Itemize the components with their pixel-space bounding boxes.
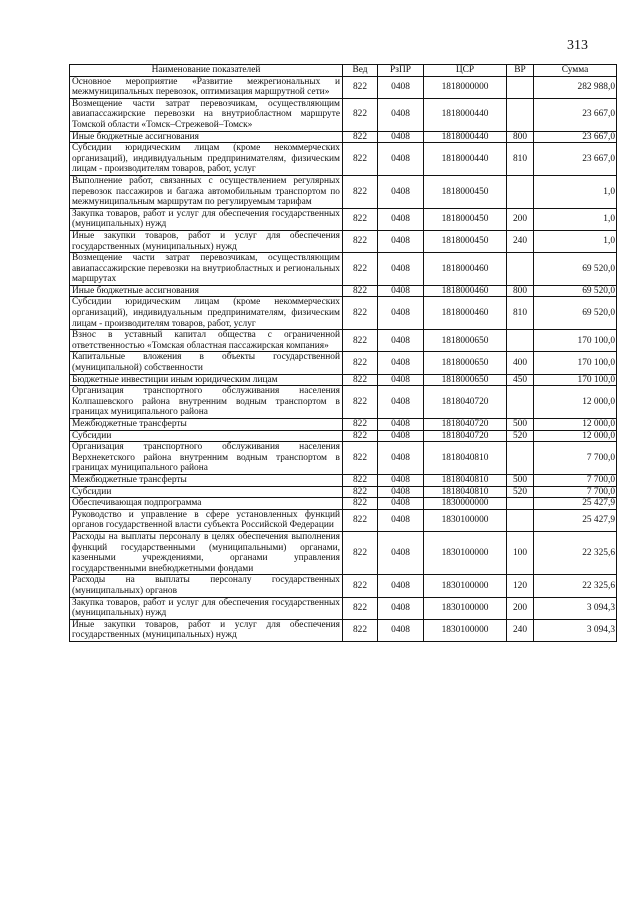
cell-vr: 500 — [507, 474, 534, 486]
cell-rz: 0408 — [378, 419, 424, 431]
cell-sum: 1,0 — [534, 208, 617, 230]
cell-vr: 500 — [507, 419, 534, 431]
cell-sum: 12 000,0 — [534, 386, 617, 419]
cell-sum: 1,0 — [534, 175, 617, 208]
cell-ved: 822 — [343, 498, 378, 510]
cell-name: Иные бюджетные ассигнования — [70, 131, 343, 143]
table-row — [70, 597, 617, 619]
cell-name: Организация транспортного обслуживания населения Верхнекетского района внутренним водным транспортом в границах муниципального района — [70, 442, 343, 475]
header-vr: ВР — [507, 65, 534, 77]
cell-sum: 25 427,9 — [534, 498, 617, 510]
table-row — [70, 98, 617, 131]
cell-ved: 822 — [343, 230, 378, 252]
cell-csr: 1830100000 — [424, 509, 507, 531]
cell-sum: 23 667,0 — [534, 98, 617, 131]
cell-ved: 822 — [343, 208, 378, 230]
header-rzpr: РзПР — [378, 65, 424, 77]
cell-vr — [507, 253, 534, 286]
cell-ved: 822 — [343, 285, 378, 297]
cell-rz: 0408 — [378, 498, 424, 510]
cell-rz: 0408 — [378, 474, 424, 486]
cell-name: Капитальные вложения в объекты государственной (муниципальной) собственности — [70, 352, 343, 374]
cell-rz: 0408 — [378, 386, 424, 419]
cell-vr — [507, 175, 534, 208]
cell-rz: 0408 — [378, 175, 424, 208]
table-row — [70, 143, 617, 176]
cell-sum: 170 100,0 — [534, 330, 617, 352]
cell-sum: 3 094,3 — [534, 597, 617, 619]
cell-rz: 0408 — [378, 374, 424, 386]
cell-name: Иные закупки товаров, работ и услуг для обеспечения государственных (муниципальных) нужд — [70, 619, 343, 641]
cell-name: Взнос в уставный капитал общества с ограниченной ответственностью «Томская областная пассажирская компания» — [70, 330, 343, 352]
cell-sum: 25 427,9 — [534, 509, 617, 531]
cell-rz: 0408 — [378, 352, 424, 374]
cell-sum: 69 520,0 — [534, 285, 617, 297]
cell-vr: 450 — [507, 374, 534, 386]
cell-csr: 1818000460 — [424, 285, 507, 297]
table-row — [70, 297, 617, 330]
cell-csr: 1830100000 — [424, 597, 507, 619]
cell-vr: 400 — [507, 352, 534, 374]
cell-vr: 200 — [507, 208, 534, 230]
cell-vr: 120 — [507, 575, 534, 597]
cell-rz: 0408 — [378, 509, 424, 531]
cell-csr: 1818000000 — [424, 76, 507, 98]
table-row — [70, 619, 617, 641]
cell-name: Возмещение части затрат перевозчикам, осуществляющим авиапассажирские перевозки на внутриобластных и региональных маршрутах — [70, 253, 343, 286]
table-row — [70, 486, 617, 498]
cell-name: Субсидии юридическим лицам (кроме некоммерческих организаций), индивидуальным предпринимателям, физическим лицам - производителям товаров, работ, услуг — [70, 143, 343, 176]
cell-vr: 800 — [507, 131, 534, 143]
cell-rz: 0408 — [378, 76, 424, 98]
cell-vr: 810 — [507, 297, 534, 330]
cell-csr: 1818000450 — [424, 230, 507, 252]
table-row — [70, 386, 617, 419]
table-row — [70, 76, 617, 98]
cell-name: Иные закупки товаров, работ и услуг для обеспечения государственных (муниципальных) нужд — [70, 230, 343, 252]
cell-name: Расходы на выплаты персоналу государственных (муниципальных) органов — [70, 575, 343, 597]
cell-name: Расходы на выплаты персоналу в целях обеспечения выполнения функций государственными (муниципальными) органами, казенными учреждениями, органами управления государственными внебюджетными фондами — [70, 531, 343, 574]
cell-name: Организация транспортного обслуживания населения Колпашевского района внутренним водным транспортом в границах муниципального района — [70, 386, 343, 419]
cell-name: Субсидии юридическим лицам (кроме некоммерческих организаций), индивидуальным предпринимателям, физическим лицам - производителям товаров, работ, услуг — [70, 297, 343, 330]
cell-vr: 520 — [507, 430, 534, 442]
table-row — [70, 230, 617, 252]
cell-ved: 822 — [343, 619, 378, 641]
cell-csr: 1818000450 — [424, 175, 507, 208]
cell-sum: 7 700,0 — [534, 442, 617, 475]
cell-ved: 822 — [343, 386, 378, 419]
cell-sum: 22 325,6 — [534, 531, 617, 574]
cell-csr: 1818040720 — [424, 386, 507, 419]
cell-rz: 0408 — [378, 131, 424, 143]
cell-name: Закупка товаров, работ и услуг для обеспечения государственных (муниципальных) нужд — [70, 597, 343, 619]
cell-ved: 822 — [343, 442, 378, 475]
cell-name: Межбюджетные трансферты — [70, 474, 343, 486]
table-row — [70, 419, 617, 431]
cell-csr: 1818040720 — [424, 419, 507, 431]
cell-sum: 170 100,0 — [534, 374, 617, 386]
table-row — [70, 474, 617, 486]
table-row — [70, 374, 617, 386]
cell-rz: 0408 — [378, 143, 424, 176]
cell-csr: 1830100000 — [424, 619, 507, 641]
cell-ved: 822 — [343, 330, 378, 352]
table-row — [70, 330, 617, 352]
cell-vr — [507, 442, 534, 475]
table-body — [70, 76, 617, 641]
cell-name: Основное мероприятие «Развитие межрегиональных и межмуниципальных перевозок, оптимизация маршрутной сети» — [70, 76, 343, 98]
cell-ved: 822 — [343, 474, 378, 486]
cell-sum: 170 100,0 — [534, 352, 617, 374]
table-row — [70, 208, 617, 230]
cell-csr: 1830100000 — [424, 575, 507, 597]
table-row — [70, 285, 617, 297]
cell-ved: 822 — [343, 175, 378, 208]
cell-sum: 7 700,0 — [534, 486, 617, 498]
cell-rz: 0408 — [378, 285, 424, 297]
table-row — [70, 509, 617, 531]
cell-rz: 0408 — [378, 575, 424, 597]
cell-name: Иные бюджетные ассигнования — [70, 285, 343, 297]
cell-ved: 822 — [343, 430, 378, 442]
cell-sum: 22 325,6 — [534, 575, 617, 597]
cell-ved: 822 — [343, 531, 378, 574]
header-name: Наименование показателей — [70, 65, 343, 77]
cell-ved: 822 — [343, 374, 378, 386]
table-row — [70, 253, 617, 286]
cell-sum: 1,0 — [534, 230, 617, 252]
cell-ved: 822 — [343, 419, 378, 431]
page-number: 313 — [567, 38, 588, 53]
cell-csr: 1818000450 — [424, 208, 507, 230]
cell-csr: 1818000650 — [424, 330, 507, 352]
cell-name: Субсидии — [70, 486, 343, 498]
cell-csr: 1818000440 — [424, 98, 507, 131]
cell-ved: 822 — [343, 143, 378, 176]
cell-sum: 3 094,3 — [534, 619, 617, 641]
cell-vr: 100 — [507, 531, 534, 574]
cell-name: Межбюджетные трансферты — [70, 419, 343, 431]
table-row — [70, 430, 617, 442]
cell-rz: 0408 — [378, 597, 424, 619]
cell-vr — [507, 76, 534, 98]
cell-csr: 1818000440 — [424, 131, 507, 143]
cell-rz: 0408 — [378, 297, 424, 330]
cell-ved: 822 — [343, 486, 378, 498]
table-row — [70, 442, 617, 475]
cell-ved: 822 — [343, 131, 378, 143]
cell-rz: 0408 — [378, 442, 424, 475]
header-csr: ЦСР — [424, 65, 507, 77]
cell-csr: 1818000650 — [424, 352, 507, 374]
cell-csr: 1818000650 — [424, 374, 507, 386]
cell-vr — [507, 98, 534, 131]
cell-ved: 822 — [343, 509, 378, 531]
cell-vr — [507, 330, 534, 352]
cell-vr: 810 — [507, 143, 534, 176]
cell-name: Закупка товаров, работ и услуг для обеспечения государственных (муниципальных) нужд — [70, 208, 343, 230]
cell-name: Бюджетные инвестиции иным юридическим лицам — [70, 374, 343, 386]
cell-sum: 7 700,0 — [534, 474, 617, 486]
budget-table — [69, 64, 617, 642]
cell-csr: 1830000000 — [424, 498, 507, 510]
cell-csr: 1818040810 — [424, 486, 507, 498]
cell-sum: 282 988,0 — [534, 76, 617, 98]
cell-vr: 800 — [507, 285, 534, 297]
table-row — [70, 352, 617, 374]
cell-sum: 12 000,0 — [534, 430, 617, 442]
cell-name: Субсидии — [70, 430, 343, 442]
cell-sum: 23 667,0 — [534, 131, 617, 143]
table-header-row — [70, 65, 617, 77]
cell-vr: 240 — [507, 230, 534, 252]
table-row — [70, 575, 617, 597]
cell-name: Руководство и управление в сфере установленных функций органов государственной власти субъекта Российской Федерации — [70, 509, 343, 531]
table-row — [70, 531, 617, 574]
cell-vr — [507, 498, 534, 510]
cell-csr: 1818000440 — [424, 143, 507, 176]
cell-rz: 0408 — [378, 531, 424, 574]
cell-csr: 1818040720 — [424, 430, 507, 442]
header-sum: Сумма — [534, 65, 617, 77]
cell-sum: 23 667,0 — [534, 143, 617, 176]
cell-ved: 822 — [343, 76, 378, 98]
cell-ved: 822 — [343, 98, 378, 131]
cell-csr: 1818000460 — [424, 253, 507, 286]
cell-name: Обеспечивающая подпрограмма — [70, 498, 343, 510]
cell-ved: 822 — [343, 597, 378, 619]
cell-vr — [507, 509, 534, 531]
cell-ved: 822 — [343, 575, 378, 597]
cell-ved: 822 — [343, 297, 378, 330]
cell-rz: 0408 — [378, 430, 424, 442]
table-row — [70, 175, 617, 208]
cell-csr: 1818040810 — [424, 442, 507, 475]
cell-rz: 0408 — [378, 253, 424, 286]
cell-vr — [507, 386, 534, 419]
cell-sum: 69 520,0 — [534, 297, 617, 330]
cell-rz: 0408 — [378, 619, 424, 641]
cell-csr: 1830100000 — [424, 531, 507, 574]
table-row — [70, 498, 617, 510]
cell-vr: 200 — [507, 597, 534, 619]
cell-vr: 240 — [507, 619, 534, 641]
cell-csr: 1818040810 — [424, 474, 507, 486]
table-row — [70, 131, 617, 143]
header-ved: Вед — [343, 65, 378, 77]
cell-rz: 0408 — [378, 208, 424, 230]
cell-rz: 0408 — [378, 486, 424, 498]
cell-vr: 520 — [507, 486, 534, 498]
cell-rz: 0408 — [378, 98, 424, 131]
cell-rz: 0408 — [378, 230, 424, 252]
cell-csr: 1818000460 — [424, 297, 507, 330]
cell-rz: 0408 — [378, 330, 424, 352]
cell-ved: 822 — [343, 352, 378, 374]
cell-name: Выполнение работ, связанных с осуществлением регулярных перевозок пассажиров и багажа автомобильным транспортом по межмуниципальным маршрутам по регулируемым тарифам — [70, 175, 343, 208]
cell-sum: 69 520,0 — [534, 253, 617, 286]
cell-ved: 822 — [343, 253, 378, 286]
cell-name: Возмещение части затрат перевозчикам, осуществляющим авиапассажирские перевозки на внутриобластном маршруте Томской области «Томск–Стрежевой–Томск» — [70, 98, 343, 131]
cell-sum: 12 000,0 — [534, 419, 617, 431]
